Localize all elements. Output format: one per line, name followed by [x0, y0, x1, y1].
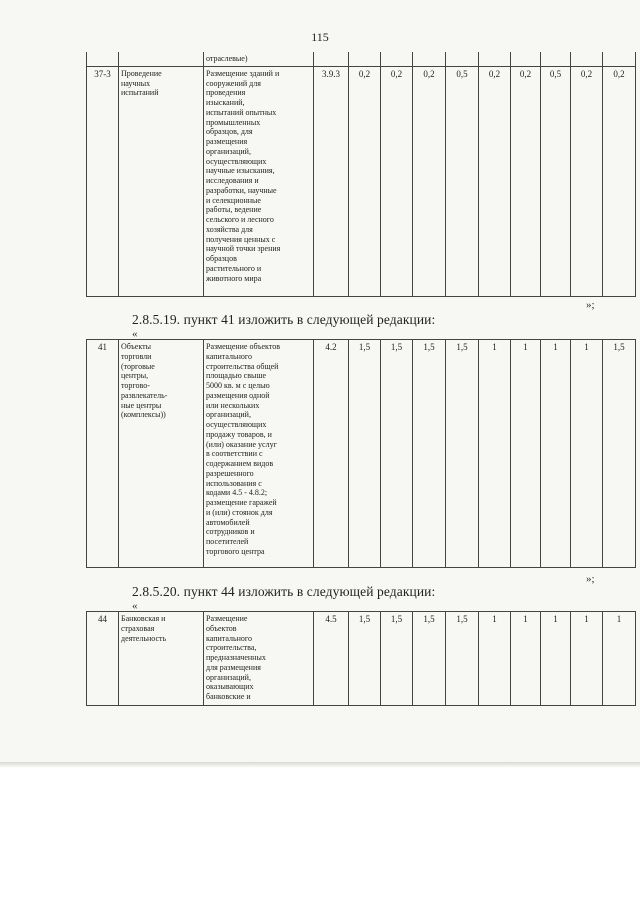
row-name: Объекты торговли (торговые центры, торгово- развлекатель- ные центры (комплексы))	[119, 340, 204, 568]
table-cell-fragment: отраслевые)	[204, 52, 314, 66]
value-cell: 0,2	[479, 66, 511, 296]
opening-quote: «	[132, 328, 138, 340]
value-cell: 0,2	[413, 66, 446, 296]
value-cell: 1,5	[349, 340, 381, 568]
row-code: 4.2	[314, 340, 349, 568]
row-name: Проведение научных испытаний	[119, 66, 204, 296]
value-cell: 1	[541, 612, 571, 706]
value-cell: 0,2	[571, 66, 603, 296]
value-cell: 1	[603, 612, 636, 706]
value-cell: 1	[479, 340, 511, 568]
row-number: 37-3	[87, 66, 119, 296]
row-usage-description: Размещение объектов капитального строительства, предназначенных для размещения организаций, оказывающих банковские и	[204, 612, 314, 706]
table-row-fragment	[87, 52, 636, 66]
page-number: 115	[311, 30, 329, 44]
row-number: 41	[87, 340, 119, 568]
closing-quote: »;	[586, 573, 595, 585]
table-item-44	[86, 611, 636, 706]
row-code: 4.5	[314, 612, 349, 706]
value-cell: 0,5	[446, 66, 479, 296]
value-cell: 0,2	[349, 66, 381, 296]
opening-quote: «	[132, 600, 138, 612]
page-edge-shadow	[0, 762, 640, 768]
value-cell: 1,5	[446, 340, 479, 568]
section-heading: 2.8.5.20. пункт 44 изложить в следующей редакции:	[132, 584, 436, 599]
row-usage-description: Размещение объектов капитального строительства общей площадью свыше 5000 кв. м с целью размещения одной или нескольких организаций, осуществляющих продажу товаров, и (или) оказание услуг в соответствии с содержанием видов разрешенного использования с кодами 4.5 - 4.8.2; размещение гаражей и (или) стоянок для автомобилей сотрудников и посетителей торгового центра	[204, 340, 314, 568]
value-cell: 1	[571, 612, 603, 706]
value-cell: 0,5	[541, 66, 571, 296]
value-cell: 1	[541, 340, 571, 568]
value-cell: 1,5	[381, 340, 413, 568]
value-cell: 1,5	[381, 612, 413, 706]
table-row	[87, 340, 636, 568]
value-cell: 1,5	[413, 340, 446, 568]
table-item-37-3	[86, 52, 636, 297]
row-usage-description: Размещение зданий и сооружений для проведения изысканий, испытаний опытных промышленных образцов, для размещения организаций, осуществляющих научные изыскания, исследования и разработки, научные и селекционные работы, ведение сельского и лесного хозяйства для получения ценных с научной точки зрения образцов растительного и животного мира	[204, 66, 314, 296]
closing-quote: »;	[586, 299, 595, 311]
value-cell: 1	[511, 340, 541, 568]
value-cell: 1	[479, 612, 511, 706]
value-cell: 1	[511, 612, 541, 706]
value-cell: 0,2	[381, 66, 413, 296]
value-cell: 1,5	[446, 612, 479, 706]
table-row	[87, 66, 636, 296]
value-cell: 0,2	[511, 66, 541, 296]
value-cell: 1,5	[413, 612, 446, 706]
value-cell: 1,5	[603, 340, 636, 568]
section-heading: 2.8.5.19. пункт 41 изложить в следующей редакции:	[132, 312, 436, 327]
value-cell: 1	[571, 340, 603, 568]
row-code: 3.9.3	[314, 66, 349, 296]
value-cell: 0,2	[603, 66, 636, 296]
table-row	[87, 612, 636, 706]
table-item-41	[86, 339, 636, 568]
row-number: 44	[87, 612, 119, 706]
row-name: Банковская и страховая деятельность	[119, 612, 204, 706]
value-cell: 1,5	[349, 612, 381, 706]
